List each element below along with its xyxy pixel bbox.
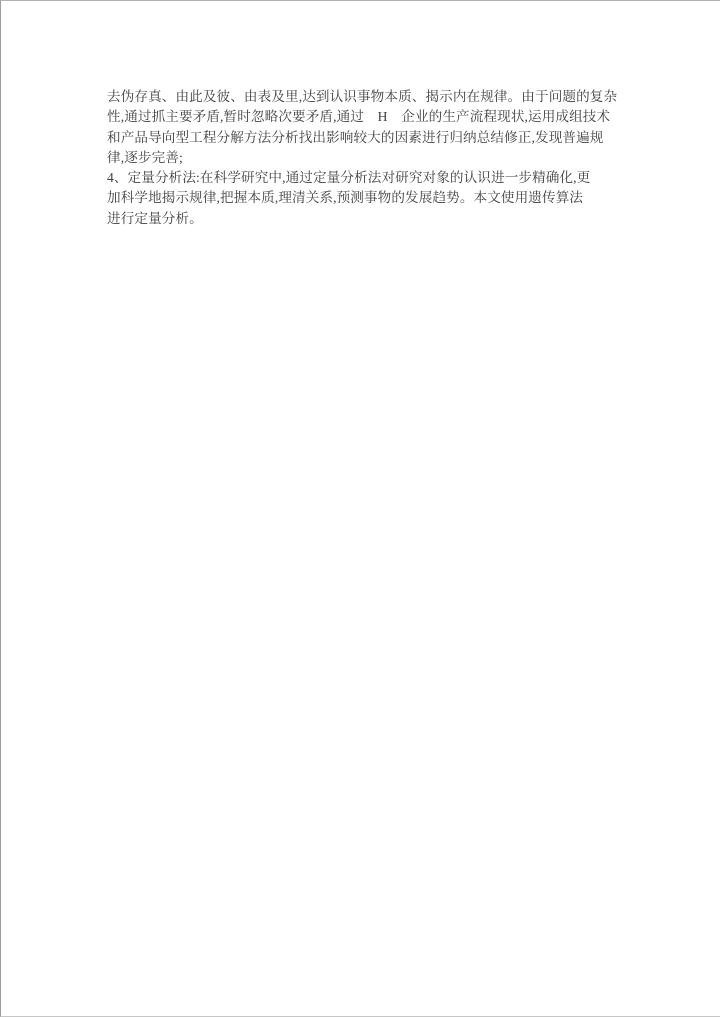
body-text-block	[107, 87, 623, 229]
text-line: 加科学地揭示规律,把握本质,理清关系,预测事物的发展趋势。本文使用遗传算法	[107, 190, 584, 206]
text-line: 进行定量分析。	[107, 210, 203, 226]
text-line: 和产品导向型工程分解方法分析找出影响较大的因素进行归纳总结修正,发现普遍规	[107, 129, 604, 145]
text-line: 性,通过抓主要矛盾,暂时忽略次要矛盾,通过 H 企业的生产流程现状,运用成组技术	[107, 109, 611, 125]
text-line: 去伪存真、由此及彼、由表及里,达到认识事物本质、揭示内在规律。由于问题的复杂	[107, 89, 618, 104]
text-line: 4、定量分析法:在科学研究中,通过定量分析法对研究对象的认识进一步精确化,更	[107, 170, 591, 186]
text-line: 律,逐步完善;	[107, 149, 183, 165]
